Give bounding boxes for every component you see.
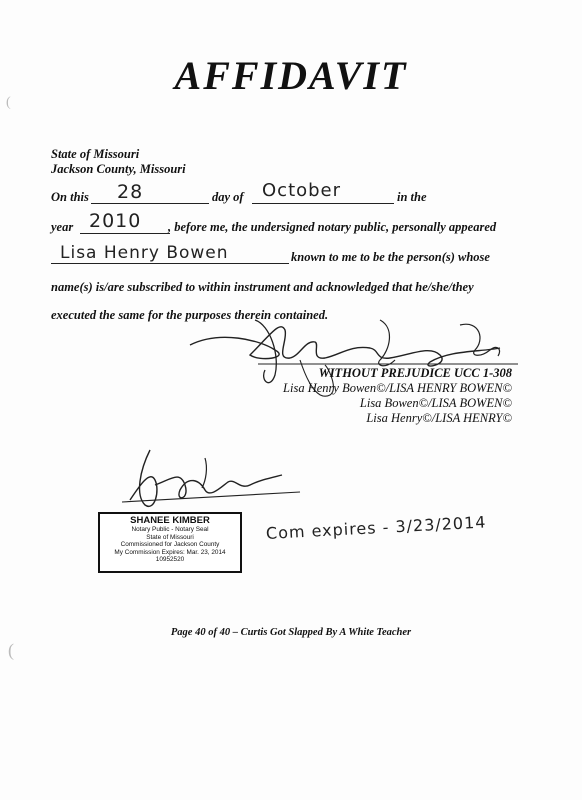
month-value: October [262,180,342,201]
on-this-label: On this [51,190,89,204]
notary-stamp [98,512,242,573]
reservation-line-2: Lisa Henry Bowen©/LISA HENRY BOWEN© [283,381,512,395]
notary-stamp-line-4: My Commission Expires: Mar. 23, 2014 [114,548,226,556]
notary-stamp-line-5: 10952520 [155,556,185,564]
reservation-line-4: Lisa Henry©/LISA HENRY© [366,411,512,425]
year-label: year [51,220,74,234]
acknowledgment-text: name(s) is/are subscribed to within instrument and acknowledged that he/she/they [51,280,474,294]
day-blank [91,203,209,204]
year-value: 2010 [89,210,142,232]
scan-mark-top: ( [6,95,11,110]
notary-stamp-line-3: Commissioned for Jackson County [120,541,220,549]
notary-stamp-line-2: State of Missouri [146,533,194,541]
notary-name: SHANEE KIMBER [130,515,210,526]
month-blank [252,203,394,204]
in-the-label: in the [397,190,427,204]
venue-county: Jackson County, Missouri [51,162,186,176]
document-title: AFFIDAVIT [174,53,408,98]
purposes-text: executed the same for the purposes therein contained. [51,308,329,322]
venue-state: State of Missouri [51,147,140,161]
commission-expiry-note: Com expires - 3/23/2014 [265,512,487,543]
page-footer: Page 40 of 40 – Curtis Got Slapped By A White Teacher [170,627,412,638]
known-to-me-text: known to me to be the person(s) whose [291,250,490,264]
person-value: Lisa Henry Bowen [60,243,229,263]
day-value: 28 [117,181,144,203]
day-of-label: day of [212,190,244,204]
before-me-text: , before me, the undersigned notary public, personally appeared [168,220,497,234]
reservation-line-1: WITHOUT PREJUDICE UCC 1-308 [318,366,512,380]
reservation-line-3: Lisa Bowen©/LISA BOWEN© [359,396,512,410]
notary-stamp-line-1: Notary Public - Notary Seal [131,526,209,533]
person-blank [51,263,289,264]
notary-signature [110,440,310,520]
scan-mark-bottom: ( [8,640,14,660]
year-blank [80,233,170,234]
